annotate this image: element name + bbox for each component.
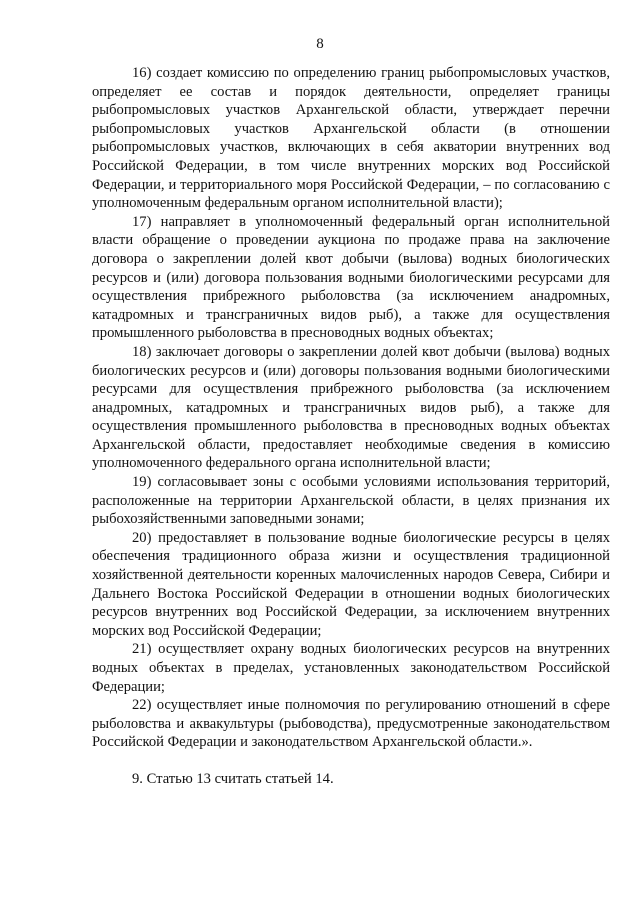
paragraph-item-18: 18) заключает договоры о закреплении долей квот добычи (вылова) водных биологических ресурсов и (или) договоры пользования водными биологическими ресурсами для осуществления прибрежного рыболовства (за исключением анадромных, катадромных и трансграничных видов рыб), а также для осуществления промышленного рыболовства в пресноводных водных объектах Архангельской области, предоставляет необходимые сведения в комиссию уполномоченного федерального органа исполнительной власти; xyxy=(92,343,610,472)
page-number: 8 xyxy=(316,36,324,52)
paragraph-item-20: 20) предоставляет в пользование водные биологические ресурсы в целях обеспечения традиционного образа жизни и осуществления традиционной хозяйственной деятельности коренных малочисленных народов Севера, Сибири и Дальнего Востока Российской Федерации в отношении водных биологических ресурсов внутренних вод Российской Федерации, за исключением внутренних морских вод Российской Федерации; xyxy=(92,529,610,639)
paragraph-item-21: 21) осуществляет охрану водных биологических ресурсов на внутренних водных объектах в пределах, установленных законодательством Российской Федерации; xyxy=(92,641,610,695)
paragraph-item-19: 19) согласовывает зоны с особыми условиями использования территорий, расположенные на территории Архангельской области, в целях признания их рыбохозяйственными заповедными зонами; xyxy=(92,474,610,528)
document-body xyxy=(92,64,610,789)
paragraph-item-17: 17) направляет в уполномоченный федеральный орган исполнительной власти обращение о проведении аукциона по продаже права на заключение договора о закреплении долей квот добычи (вылова) водных биологических ресурсов и (или) договора пользования водными биологическими ресурсами для осуществления прибрежного рыболовства (за исключением анадромных, катадромных и трансграничных видов рыб), а также для осуществления промышленного рыболовства в пресноводных водных объектах; xyxy=(92,213,610,342)
paragraph-item-16: 16) создает комиссию по определению границ рыбопромысловых участков, определяет ее состав и порядок деятельности, определяет границы рыбопромысловых участков Архангельской области, утверждает перечни рыбопромысловых участков Архангельской области (в отношении рыбопромысловых участков, включающих в себя акватории внутренних вод Российской Федерации, в том числе внутренних морских вод Российской Федерации, и территориального моря Российской Федерации, – по согласованию с уполномоченным федеральным органом исполнительной власти); xyxy=(92,65,610,212)
paragraph-item-22: 22) осуществляет иные полномочия по регулированию отношений в сфере рыболовства и аквакультуры (рыбоводства), предусмотренные законодательством Российской Федерации и законодательством Архангельской области.». xyxy=(92,697,610,751)
paragraph-article-renumber: 9. Статью 13 считать статьей 14. xyxy=(132,770,334,787)
